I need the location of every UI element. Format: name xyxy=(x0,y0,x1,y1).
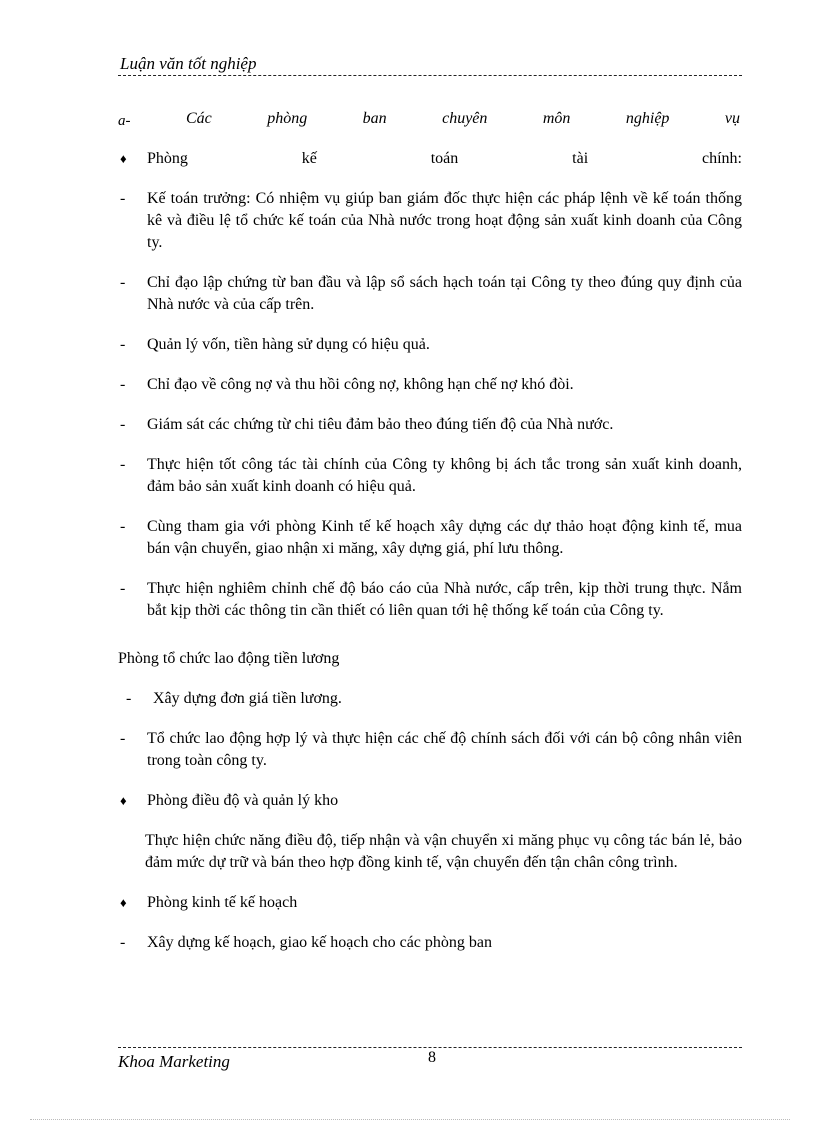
list-item xyxy=(118,414,742,436)
section-heading-prefix: a- xyxy=(118,113,131,129)
page-body xyxy=(118,108,742,972)
list-item-text: Xây dựng kế hoạch, giao kế hoạch cho các phòng ban xyxy=(147,934,492,951)
section-heading xyxy=(118,108,742,130)
section-heading-word: Các xyxy=(185,110,212,127)
list-item-text: Chỉ đạo về công nợ và thu hồi công nợ, không hạn chế nợ khó đòi. xyxy=(147,376,574,393)
list-item xyxy=(118,516,742,560)
list-item xyxy=(118,374,742,396)
dash-bullet: - xyxy=(120,274,126,291)
list-item xyxy=(118,728,742,772)
diamond-bullet-icon: ♦ xyxy=(120,793,127,808)
finance-heading-word: kế xyxy=(301,150,317,167)
list-item xyxy=(118,932,742,954)
dash-bullet: - xyxy=(120,416,126,433)
dispatch-heading xyxy=(118,790,742,812)
finance-heading-word: Phòng xyxy=(147,150,188,167)
dash-bullet: - xyxy=(120,190,126,207)
planning-heading xyxy=(118,892,742,914)
header-title: Luận văn tốt nghiệp xyxy=(120,54,257,73)
finance-heading-word: toán xyxy=(430,150,459,167)
list-item xyxy=(118,188,742,254)
list-item-text: Giám sát các chứng từ chi tiêu đảm bảo theo đúng tiến độ của Nhà nước. xyxy=(147,416,614,433)
dash-bullet: - xyxy=(120,336,126,353)
diamond-bullet-icon: ♦ xyxy=(120,151,127,166)
diamond-bullet-icon: ♦ xyxy=(120,895,127,910)
list-item xyxy=(118,688,742,710)
page-edge-dotted-line xyxy=(30,1119,790,1120)
section-heading-word: môn xyxy=(542,110,571,127)
list-item-text: Tổ chức lao động hợp lý và thực hiện các chế độ chính sách đối với cán bộ công nhân viên trong toàn công ty. xyxy=(147,730,742,769)
section-heading-word: chuyên xyxy=(442,110,488,127)
list-item-text: Kế toán trưởng: Có nhiệm vụ giúp ban giám đốc thực hiện các pháp lệnh về kế toán thống kê và điều lệ tổ chức kế toán của Nhà nước trong hoạt động sản xuất kinh doanh của Công ty. xyxy=(147,190,742,251)
page-number: 8 xyxy=(428,1049,436,1066)
dash-bullet: - xyxy=(126,690,132,707)
dash-bullet: - xyxy=(120,934,126,951)
dash-bullet: - xyxy=(120,376,126,393)
footer-department: Khoa Marketing xyxy=(118,1052,230,1071)
finance-heading-word: chính: xyxy=(702,150,742,167)
section-heading-word: nghiệp xyxy=(625,110,670,127)
list-item-text: Chỉ đạo lập chứng từ ban đầu và lập sổ sách hạch toán tại Công ty theo đúng quy định của Nhà nước và của cấp trên. xyxy=(147,274,742,313)
dispatch-paragraph: Thực hiện chức năng điều độ, tiếp nhận và vận chuyển xi măng phục vụ công tác bán lẻ, bảo đảm mức dự trữ và bán theo hợp đồng kinh tế, vận chuyển đến tận chân công trình. xyxy=(145,832,742,871)
planning-heading-text: Phòng kinh tế kế hoạch xyxy=(147,894,298,911)
list-item xyxy=(118,272,742,316)
header-rule xyxy=(118,75,742,76)
dash-bullet: - xyxy=(120,518,126,535)
dispatch-heading-text: Phòng điều độ và quản lý kho xyxy=(147,792,339,809)
list-item-text: Quản lý vốn, tiền hàng sử dụng có hiệu quả. xyxy=(147,336,430,353)
list-item-text: Xây dựng đơn giá tiền lương. xyxy=(153,690,342,707)
finance-heading-word: tài xyxy=(572,150,589,167)
dash-bullet: - xyxy=(120,580,126,597)
section-heading-word: ban xyxy=(362,110,387,127)
labor-heading: Phòng tổ chức lao động tiền lương xyxy=(118,650,340,667)
list-item xyxy=(118,454,742,498)
section-heading-word: phòng xyxy=(267,110,308,127)
list-item xyxy=(118,578,742,622)
dash-bullet: - xyxy=(120,730,126,747)
list-item-text: Thực hiện nghiêm chỉnh chế độ báo cáo của Nhà nước, cấp trên, kịp thời trung thực. Nắm bắt kịp thời các thông tin cần thiết có liên quan tới hệ thống kế toán của Công ty. xyxy=(147,580,742,619)
finance-heading xyxy=(118,148,742,170)
dash-bullet: - xyxy=(120,456,126,473)
footer-rule xyxy=(118,1047,742,1048)
list-item-text: Thực hiện tốt công tác tài chính của Công ty không bị ách tắc trong sản xuất kinh doanh, đảm bảo sản xuất kinh doanh có hiệu quả. xyxy=(147,456,742,495)
section-heading-word: vụ xyxy=(724,110,740,127)
list-item-text: Cùng tham gia với phòng Kinh tế kế hoạch xây dựng các dự thảo hoạt động kinh tế, mua bán vận chuyển, giao nhận xi măng, xây dựng giá, phí lưu thông. xyxy=(147,518,742,557)
list-item xyxy=(118,334,742,356)
